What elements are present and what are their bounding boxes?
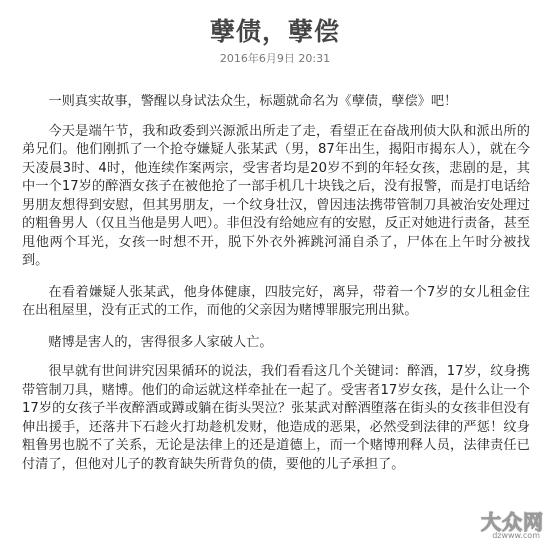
article-paragraph: 一则真实故事，警醒以身试法众生，标题就命名为《孽债，孽偿》吧！ [48,94,458,109]
article-paragraph: 在看着嫌疑人张某武，他身体健康，四肢完好，离异，带着一个7岁的女儿租金住在出租屋里，没有正式的工作，而他的父亲因为赌博罪服完刑出狱。 [22,284,530,318]
article-paragraph: 赌博是害人的，害得很多人家破人亡。 [48,334,273,350]
article-paragraph: 今天是端午节，我和政委到兴源派出所走了走，看望正在奋战刑侦大队和派出所的弟兄们。他们刚抓了一个抢夺嫌疑人张某武（男，87年出生，揭阳市揭东人），就在今天凌晨3时、4时，他连续作案两宗，受害者均是20岁不到的年轻女孩，悲剧的是，其中一个17岁的醉酒女孩子在被他抢了一部手机几十块钱之后，没有报警，而是打电话给男朋友想得到安慰，但其男朋友，一个纹身壮汉，曾因违法携带管制刀具被治安处理过的粗鲁男人（仅且当他是男人吧）。非但没有给她应有的安慰，反正对她进行责备，甚至甩他两个耳光，女孩一时想不开，脱下外衣外裤跳河涌自杀了，尸体在上午时分被找到。 [22,123,530,268]
article-paragraph: 很早就有世间讲究因果循环的说法，我们看看这几个关键词：醉酒，17岁，纹身携带管制刀具，赌博。他们的命运就这样牵扯在一起了。受害者17岁女孩，是什么让一个17岁的女孩子半夜醉酒或蹲或躺在街头哭泣？张某武对醉酒堕落在街头的女孩非但没有伸出援手，还落井下石趁火打劫趁机发财，他造成的恶果，必然受到法律的严惩！纹身粗鲁男也脱不了关系，无论是法律上的还是道德上，而一个赌博刑释人员，法律责任已付清了，但他对儿子的教育缺失所背负的债，要他的儿子承担了。 [22,364,530,472]
site-watermark-logo [474,500,544,540]
article-title: 孽债，孽偿 [209,17,340,46]
watermark-subtext: dzwww.com [492,531,540,540]
article-body [22,93,530,487]
watermark-text: 大众网 [481,509,544,534]
article-date: 2016年6月9日 20:31 [219,52,331,65]
